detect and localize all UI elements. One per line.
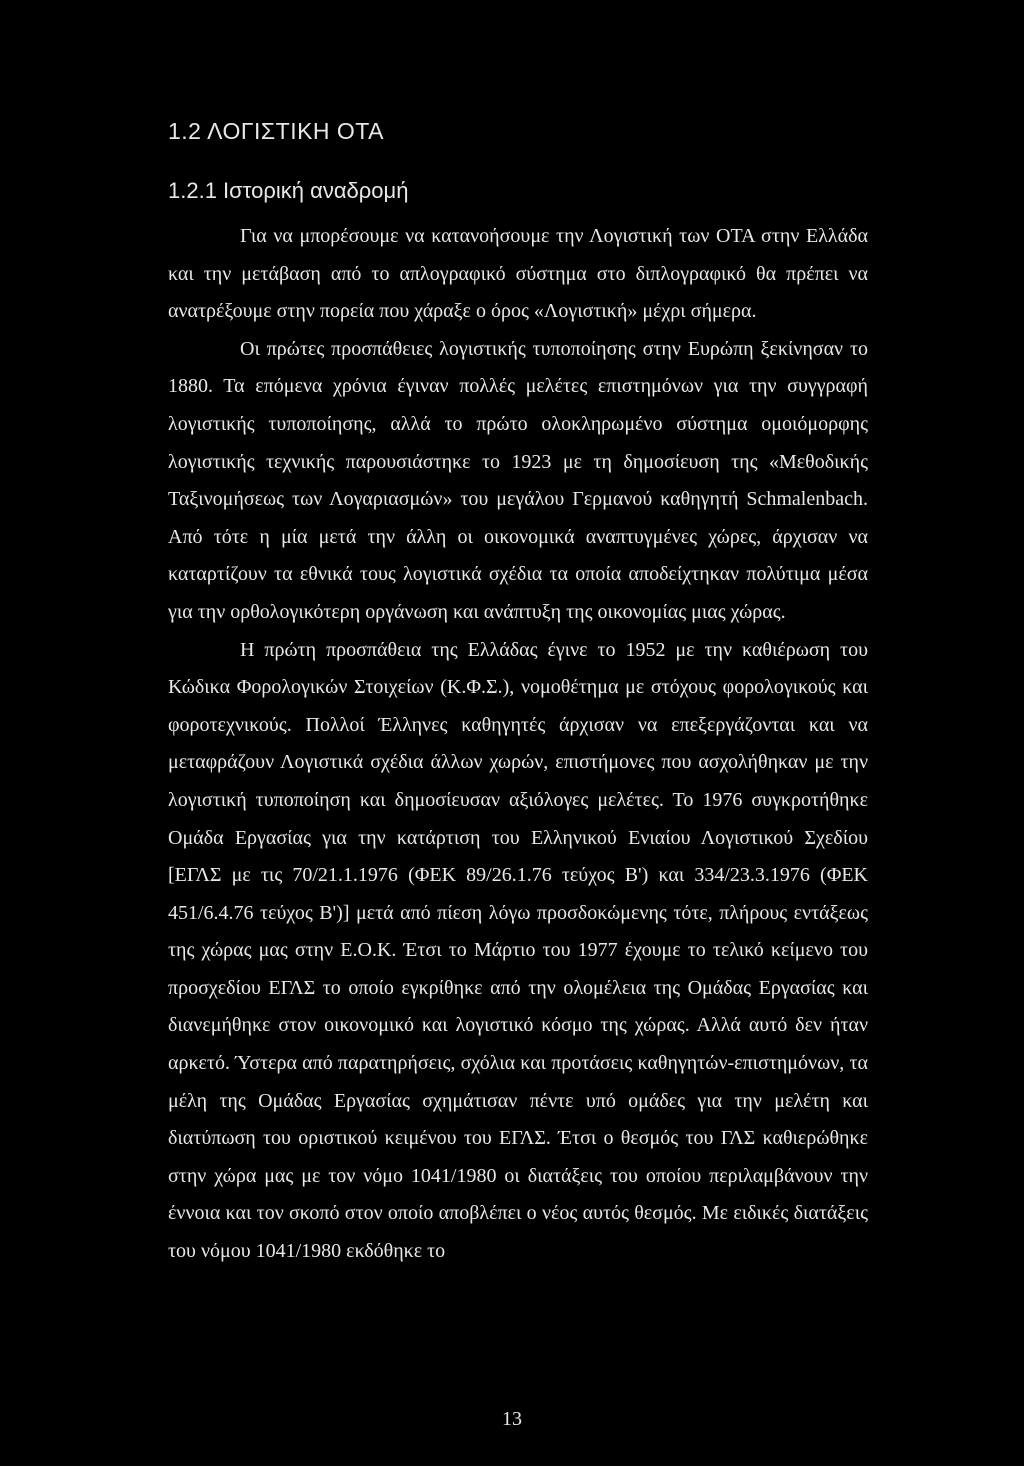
subsection-heading: 1.2.1 Ιστορική αναδρομή [168, 178, 409, 203]
section-heading: 1.2 ΛΟΓΙΣΤΙΚΗ ΟΤΑ [168, 118, 384, 144]
body-text [168, 218, 868, 1271]
paragraph-intro: Για να μπορέσουμε να κατανοήσουμε την Λογιστική των ΟΤΑ στην Ελλάδα και την μετάβαση από το απλογραφικό σύστημα στο διπλογραφικό θα πρέπει να ανατρέξουμε στην πορεία που χάραξε ο όρος «Λογιστική» μέχρι σήμερα. [168, 225, 868, 323]
paragraph-greece-history: Η πρώτη προσπάθεια της Ελλάδας έγινε το 1952 με την καθιέρωση του Κώδικα Φορολογικών Στοιχείων (Κ.Φ.Σ.), νομοθέτημα με στόχους φορολογικούς και φοροτεχνικούς. Πολλοί Έλληνες καθηγητές άρχισαν να επεξεργάζονται και να μεταφράζουν Λογιστικά σχέδια άλλων χωρών, επιστήμονες που ασχολήθηκαν με την λογιστική τυποποίηση και δημοσίευσαν αξιόλογες μελέτες. Το 1976 συγκροτήθηκε Ομάδα Εργασίας για την κατάρτιση του Ελληνικού Ενιαίου Λογιστικού Σχεδίου [ΕΓΛΣ με τις 70/21.1.1976 (ΦΕΚ 89/26.1.76 τεύχος Β') και 334/23.3.1976 (ΦΕΚ 451/6.4.76 τεύχος Β')] μετά από πίεση λόγω προσδοκώμενης τότε, πλήρους εντάξεως της χώρας μας στην Ε.Ο.Κ. Έτσι το Μάρτιο του 1977 έχουμε το τελικό κείμενο του προσχεδίου ΕΓΛΣ το οποίο εγκρίθηκε από την ολομέλεια της Ομάδας Εργασίας και διανεμήθηκε στον οικονομικό και λογιστικό κόσμο της χώρας. Αλλά αυτό δεν ήταν αρκετό. Ύστερα από παρατηρήσεις, σχόλια και προτάσεις καθηγητών-επιστημόνων, τα μέλη της Ομάδας Εργασίας σχημάτισαν πέντε υπό ομάδες για την μελέτη και διατύπωση του οριστικού κειμένου του ΕΓΛΣ. Έτσι ο θεσμός του ΓΛΣ καθιερώθηκε στην χώρα μας με τον νόμο 1041/1980 οι διατάξεις του οποίου περιλαμβάνουν την έννοια και τον σκοπό στον οποίο αποβλέπει ο νέος αυτός θεσμός. Με ειδικές διατάξεις του νόμου 1041/1980 εκδόθηκε το [168, 638, 868, 1263]
paragraph-europe-history: Οι πρώτες προσπάθειες λογιστικής τυποποίησης στην Ευρώπη ξεκίνησαν το 1880. Τα επόμενα χρόνια έγιναν πολλές μελέτες επιστημόνων για την συγγραφή λογιστικής τυποποίησης, αλλά το πρώτο ολοκληρωμένο σύστημα ομοιόμορφης λογιστικής τεχνικής παρουσιάστηκε το 1923 με τη δημοσίευση της «Μεθοδικής Ταξινομήσεως των Λογαριασμών» του μεγάλου Γερμανού καθηγητή Schmalenbach. Από τότε η μία μετά την άλλη οι οικονομικά αναπτυγμένες χώρες, άρχισαν να καταρτίζουν τα εθνικά τους λογιστικά σχέδια τα οποία αποδείχτηκαν πολύτιμα μέσα για την ορθολογικότερη οργάνωση και ανάπτυξη της οικονομίας μιας χώρας. [168, 337, 868, 623]
page-number: 13 [502, 1408, 522, 1430]
